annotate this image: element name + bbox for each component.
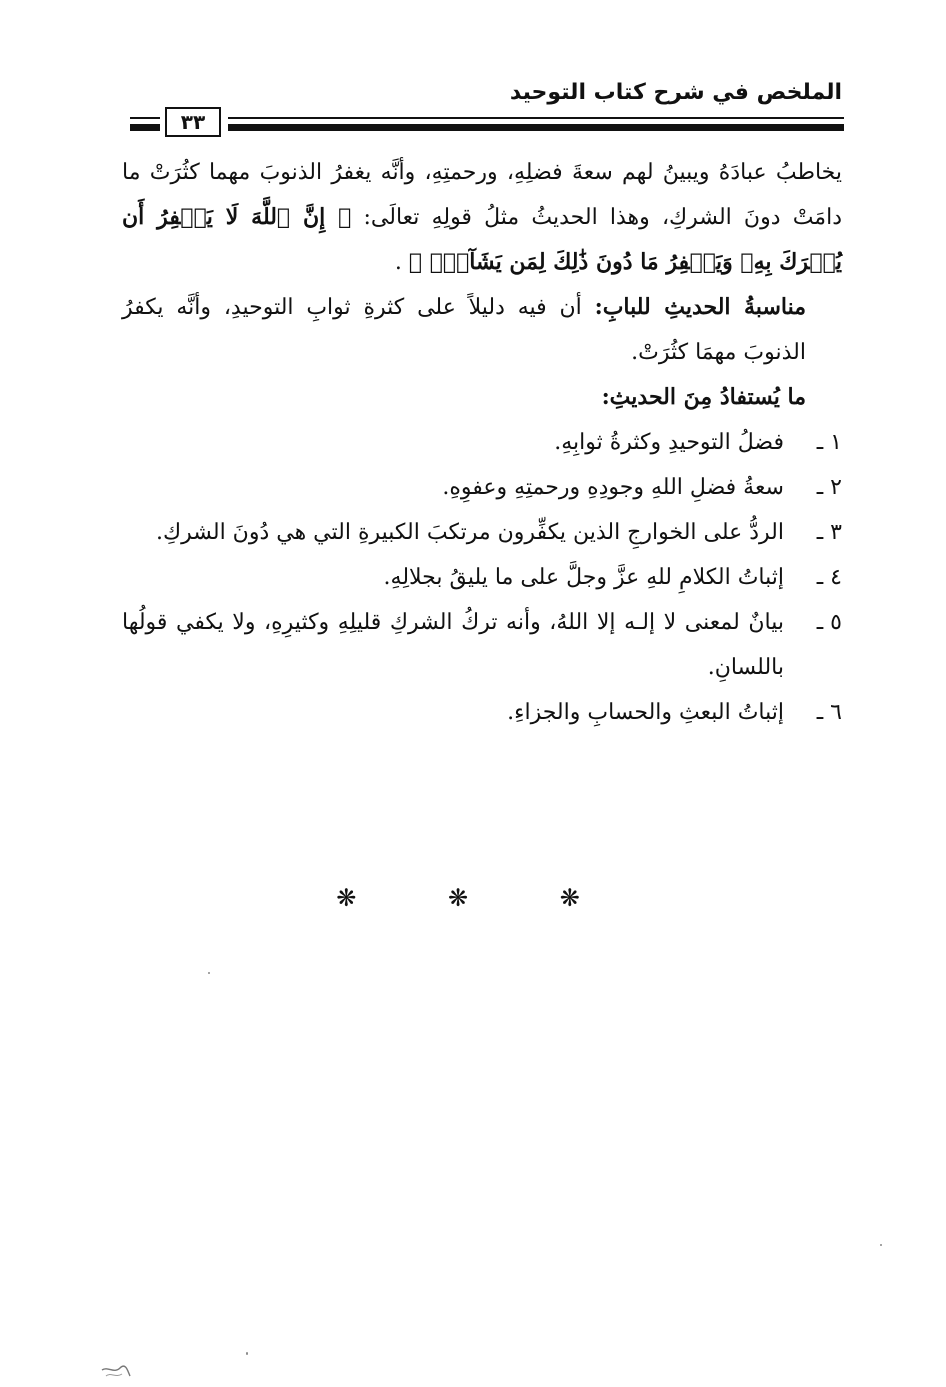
list-item-number: ١ ـ bbox=[816, 430, 842, 455]
running-title: الملخص في شرح كتاب التوحيد bbox=[509, 80, 842, 105]
scan-smudge-icon bbox=[98, 1362, 134, 1382]
scan-speck bbox=[880, 1244, 882, 1246]
list-item bbox=[122, 465, 842, 510]
star-icon: ❋ bbox=[559, 884, 610, 912]
list-item bbox=[122, 555, 842, 600]
quran-verse: ﴿ إِنَّ ٱللَّهَ لَا يَغۡفِرُ أَن يُشۡرَكَ بِهِۦ وَيَغۡفِرُ مَا دُونَ ذَٰلِكَ لِمَن يَشَآءُۚ ﴾ bbox=[122, 204, 842, 275]
list-item bbox=[122, 420, 842, 465]
list-item-text: الردُّ على الخوارجِ الذين يكفِّرون مرتكبَ الكبيرةِ التي هي دُونَ الشركِ. bbox=[155, 520, 784, 545]
list-item-number: ٤ ـ bbox=[816, 565, 842, 590]
header-rule-thick bbox=[228, 124, 844, 131]
section-separator bbox=[0, 884, 946, 912]
list-item-text: بيانٌ لمعنى لا إلـه إلا اللهُ، وأنه تركُ الشركِ قليلِهِ وكثيرِهِ، ولا يكفي قولُها باللسانِ. bbox=[122, 610, 784, 680]
relevance-text: أن فيه دليلاً على كثرةِ ثوابِ التوحيدِ، وأنَّه يكفرُ الذنوبَ مهمَا كثُرَتْ. bbox=[122, 295, 806, 365]
paragraph-1-end: . bbox=[394, 250, 402, 275]
list-item-number: ٥ ـ bbox=[816, 610, 842, 635]
page-number: ٣٣ bbox=[165, 107, 221, 137]
list-item-number: ٢ ـ bbox=[816, 475, 842, 500]
benefits-heading: ما يُستفادُ مِنَ الحديثِ: bbox=[601, 384, 806, 410]
star-icon: ❋ bbox=[336, 884, 387, 912]
star-icon: ❋ bbox=[447, 884, 499, 912]
list-item-number: ٣ ـ bbox=[816, 520, 842, 545]
header-rule-left-thick bbox=[130, 124, 160, 131]
list-item-text: إثباتُ البعثِ والحسابِ والجزاءِ. bbox=[507, 700, 784, 725]
list-item-text: سعةُ فضلِ اللهِ وجودِهِ ورحمتِهِ وعفوِهِ. bbox=[442, 475, 784, 500]
relevance-paragraph bbox=[122, 285, 842, 375]
list-item bbox=[122, 690, 842, 735]
paragraph-1 bbox=[122, 150, 842, 285]
relevance-label: مناسبةُ الحديثِ للبابِ: bbox=[594, 294, 807, 320]
list-item bbox=[122, 510, 842, 555]
paragraph-1-text: يخاطبُ عبادَهُ ويبينُ لهم سعةَ فضلِهِ، ورحمتِهِ، وأنَّه يغفرُ الذنوبَ مهما كثُرَتْ ما دامَتْ دونَ الشركِ، وهذا الحديثُ مثلُ قولِهِ تعالَى: bbox=[122, 160, 842, 230]
list-item-number: ٦ ـ bbox=[816, 700, 842, 725]
scan-speck bbox=[208, 972, 210, 974]
scan-speck bbox=[246, 1352, 248, 1355]
list-item-text: فضلُ التوحيدِ وكثرةُ ثوابِهِ. bbox=[554, 430, 784, 455]
header-rule-thin bbox=[228, 117, 844, 119]
header-rule-left-thin bbox=[130, 117, 160, 119]
list-item-text: إثباتُ الكلامِ للهِ عزَّ وجلَّ على ما يليقُ بجلالِهِ. bbox=[383, 565, 784, 590]
body-text bbox=[122, 150, 842, 735]
benefits-list bbox=[122, 420, 842, 735]
list-item bbox=[122, 600, 842, 690]
